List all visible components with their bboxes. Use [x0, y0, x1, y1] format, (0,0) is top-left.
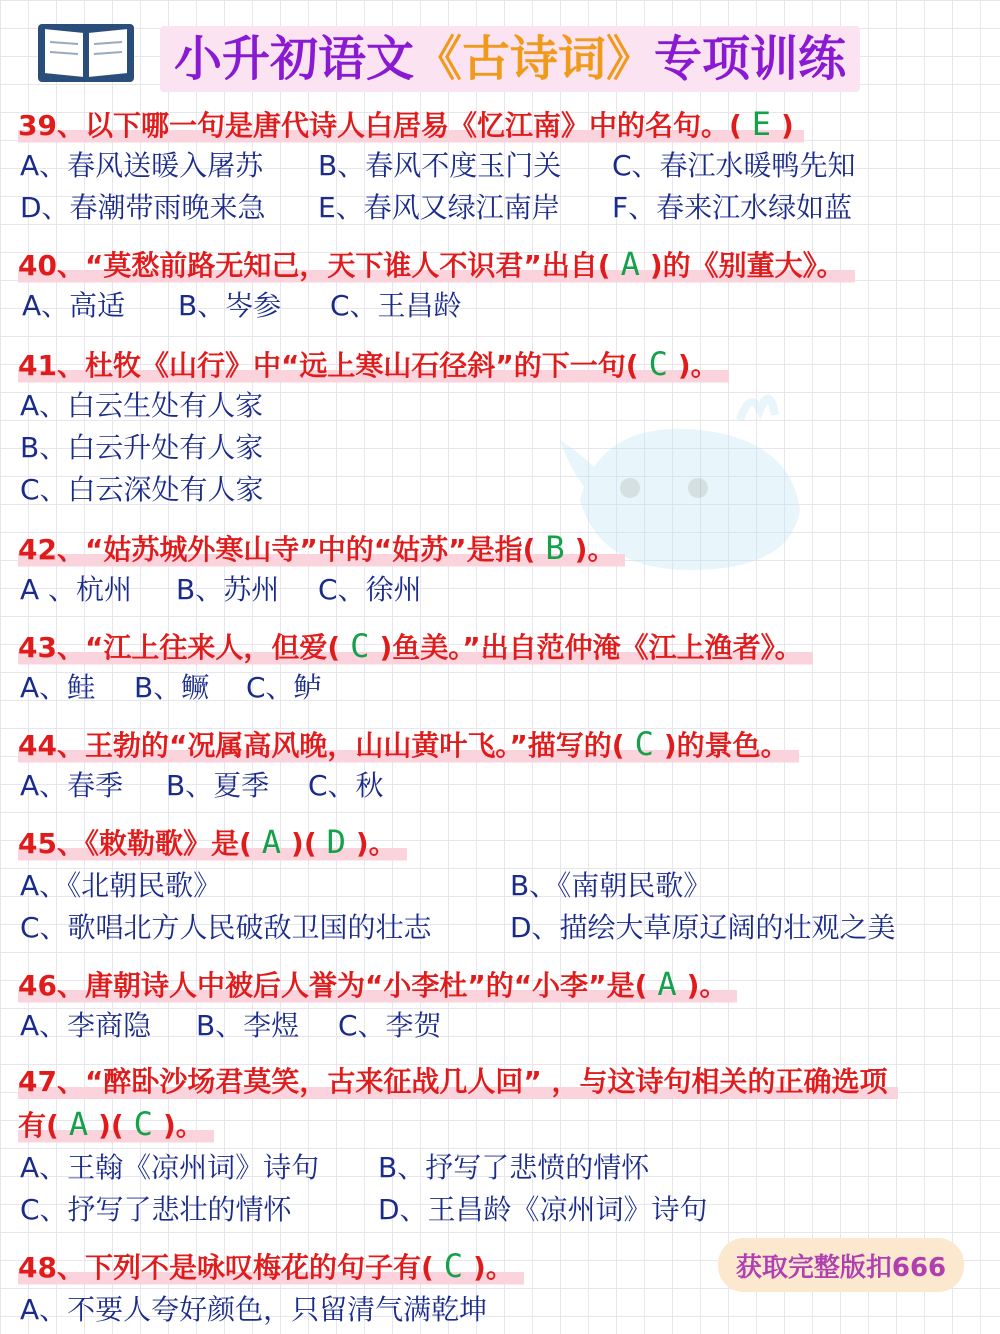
answer: C [443, 1247, 464, 1285]
option: C、秋 [308, 769, 384, 802]
question-text-end: )的《别董大》。 [649, 249, 845, 282]
option: A、高适 [22, 289, 126, 322]
question-text-end: )。 [677, 349, 719, 382]
promo-badge: 获取完整版扣666 [718, 1238, 964, 1292]
question-48 [18, 1246, 524, 1288]
option: B、抒写了悲愤的情怀 [378, 1151, 650, 1184]
option: D、春潮带雨晚来急 [20, 191, 266, 224]
question-text: 46、唐朝诗人中被后人誉为“小李杜”的“小李”是( [18, 969, 648, 1002]
question-46 [18, 964, 737, 1006]
question-text-end: ) [781, 109, 794, 142]
question-text-end: )。 [686, 969, 728, 1002]
option: A、白云生处有人家 [20, 389, 264, 422]
title-highlight: 《古诗词》 [414, 31, 655, 87]
question-45 [18, 822, 407, 864]
question-text-end: )。 [162, 1109, 204, 1142]
question-text: 39、以下哪一句是唐代诗人白居易《忆江南》中的名句。( [18, 109, 742, 142]
option: B、苏州 [176, 573, 280, 606]
option: B、春风不度玉门关 [318, 149, 562, 182]
question-text-end: )。 [473, 1251, 514, 1284]
question-43 [18, 626, 813, 668]
question-text-end: )的景色。 [663, 729, 789, 762]
answer-2: C [133, 1105, 153, 1143]
option: A、李商隐 [20, 1009, 152, 1042]
answer-1: A [261, 823, 282, 861]
answer-1: A [68, 1105, 89, 1143]
option: F、春来江水绿如蓝 [612, 191, 853, 224]
option: B、岑参 [178, 289, 282, 322]
question-text: 48、下列不是咏叹梅花的句子有( [18, 1251, 434, 1284]
answer-2: D [326, 823, 346, 861]
answer: C [350, 627, 370, 665]
option: B、白云升处有人家 [20, 431, 264, 464]
option: C、歌唱北方人民破敌卫国的壮志 [20, 911, 432, 944]
option: C、李贺 [338, 1009, 442, 1042]
question-text: 41、杜牧《山行》中“远上寒山石径斜”的下一句( [18, 349, 639, 382]
answer: C [648, 345, 668, 383]
question-text: 有( [18, 1109, 59, 1142]
page-title [160, 26, 860, 92]
question-44 [18, 724, 799, 766]
header [30, 12, 970, 88]
question-47 [18, 1104, 214, 1146]
option: C、抒写了悲壮的情怀 [20, 1193, 292, 1226]
answer: E [751, 105, 772, 143]
title-prefix: 小升初语文 [174, 31, 415, 87]
question-text: 45、《敕勒歌》是( [18, 827, 252, 860]
option: C、春江水暖鸭先知 [612, 149, 856, 182]
question-39 [18, 104, 804, 146]
question-text-mid: )( [98, 1109, 124, 1142]
option: A、《北朝民歌》 [20, 869, 222, 902]
question-text-end: )。 [574, 533, 616, 566]
question-text-mid: )( [291, 827, 317, 860]
question-41 [18, 344, 729, 386]
option: C、徐州 [318, 573, 422, 606]
option: A、春风送暖入屠苏 [20, 149, 264, 182]
option: C、白云深处有人家 [20, 473, 264, 506]
open-book-icon [36, 20, 136, 84]
option: B、李煜 [196, 1009, 300, 1042]
answer: A [620, 245, 640, 283]
option: A、王翰《凉州词》诗句 [20, 1151, 320, 1184]
question-text-end: )鱼美。”出自范仲淹《江上渔者》。 [379, 631, 803, 664]
option: D、描绘大草原辽阔的壮观之美 [510, 911, 896, 944]
option: B、《南朝民歌》 [510, 869, 712, 902]
question-47-line1: 47、“醉卧沙场君莫笑，古来征战几人回” ，与这诗句相关的正确选项 [18, 1062, 898, 1102]
answer: B [545, 529, 565, 567]
option: A、不要人夸好颜色，只留清气满乾坤 [20, 1293, 488, 1326]
option: C、鲈 [246, 671, 322, 704]
option: C、王昌龄 [330, 289, 462, 322]
question-text-end: )。 [355, 827, 397, 860]
option: A 、杭州 [20, 573, 133, 606]
question-text: 42、“姑苏城外寒山寺”中的“姑苏”是指( [18, 533, 536, 566]
option: A、鲑 [20, 671, 96, 704]
option: B、夏季 [166, 769, 270, 802]
question-text: 40、“莫愁前路无知己，天下谁人不识君”出自( [18, 249, 611, 282]
question-42 [18, 528, 625, 570]
option: E、春风又绿江南岸 [318, 191, 560, 224]
answer: A [657, 965, 677, 1003]
option: A、春季 [20, 769, 124, 802]
answer: C [634, 725, 654, 763]
question-text: 44、王勃的“况属高风晚，山山黄叶飞。”描写的( [18, 729, 625, 762]
option: D、王昌龄《凉州词》诗句 [378, 1193, 708, 1226]
option: B、鳜 [134, 671, 210, 704]
question-text: 43、“江上往来人，但爱( [18, 631, 341, 664]
question-40 [18, 244, 855, 286]
title-suffix: 专项训练 [654, 31, 847, 87]
